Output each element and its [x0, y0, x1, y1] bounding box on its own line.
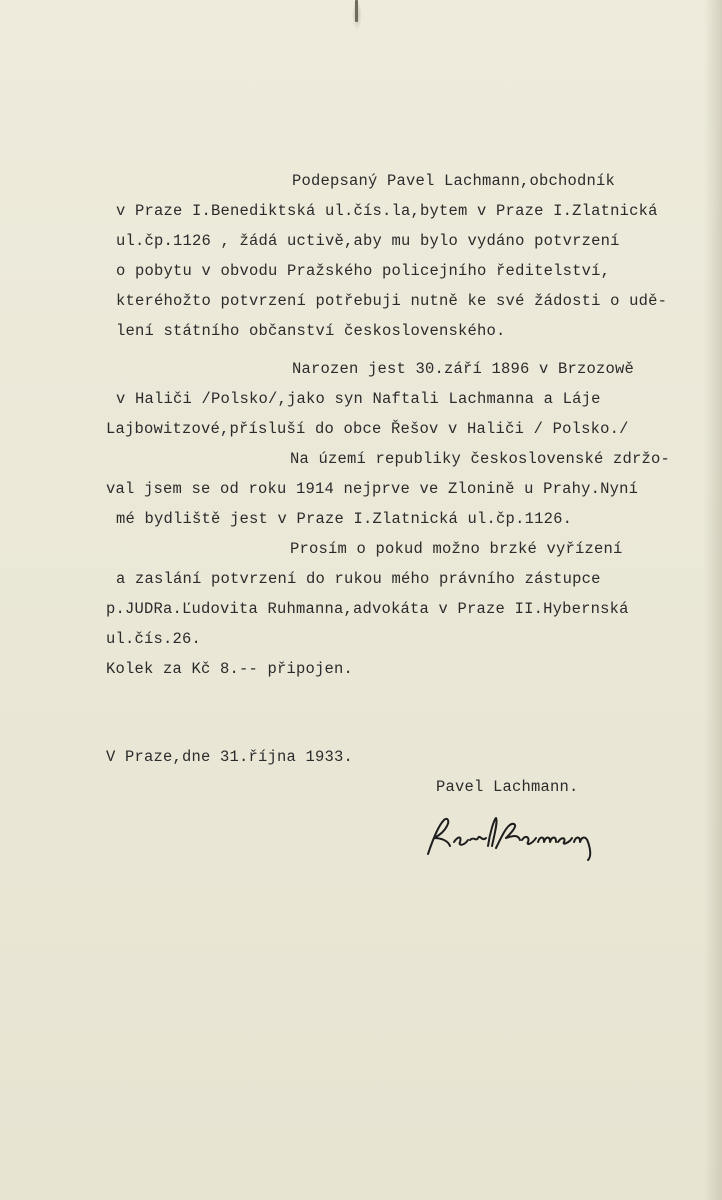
body-line: Prosím o pokud možno brzké vyřízení: [290, 540, 623, 558]
body-line: kteréhožto potvrzení potřebuji nutně ke své žádosti o udě-: [116, 292, 668, 310]
binding-mark: [355, 0, 358, 22]
body-line: v Haliči /Polsko/,jako syn Naftali Lachmanna a Láje: [116, 390, 601, 408]
body-line: a zaslání potvrzení do rukou mého právního zástupce: [116, 570, 601, 588]
body-line: Na území republiky československé zdržo-: [290, 450, 671, 468]
body-line: Podepsaný Pavel Lachmann,obchodník: [292, 172, 616, 190]
signer-name: Pavel Lachmann.: [436, 778, 579, 796]
body-line: lení státního občanství československého.: [116, 322, 506, 340]
body-line: Kolek za Kč 8.-- připojen.: [106, 660, 354, 678]
page-edge-shadow: [704, 0, 722, 1200]
place-date: V Praze,dne 31.října 1933.: [106, 748, 354, 766]
body-line: Lajbowitzové,přísluší do obce Řešov v Haliči / Polsko./: [106, 420, 629, 438]
body-line: val jsem se od roku 1914 nejprve ve Zlonině u Prahy.Nyní: [106, 480, 639, 498]
body-line: p.JUDRa.Ľudovita Ruhmanna,advokáta v Praze II.Hybernská: [106, 600, 629, 618]
handwritten-signature: [420, 812, 610, 862]
body-line: mé bydliště jest v Praze I.Zlatnická ul.čp.1126.: [116, 510, 573, 528]
body-line: ul.čp.1126 , žádá uctivě,aby mu bylo vydáno potvrzení: [116, 232, 620, 250]
body-line: Narozen jest 30.září 1896 v Brzozowě: [292, 360, 635, 378]
body-line: ul.čís.26.: [106, 630, 202, 648]
body-line: v Praze I.Benediktská ul.čís.la,bytem v Praze I.Zlatnická: [116, 202, 658, 220]
body-line: o pobytu v obvodu Pražského policejního ředitelství,: [116, 262, 611, 280]
